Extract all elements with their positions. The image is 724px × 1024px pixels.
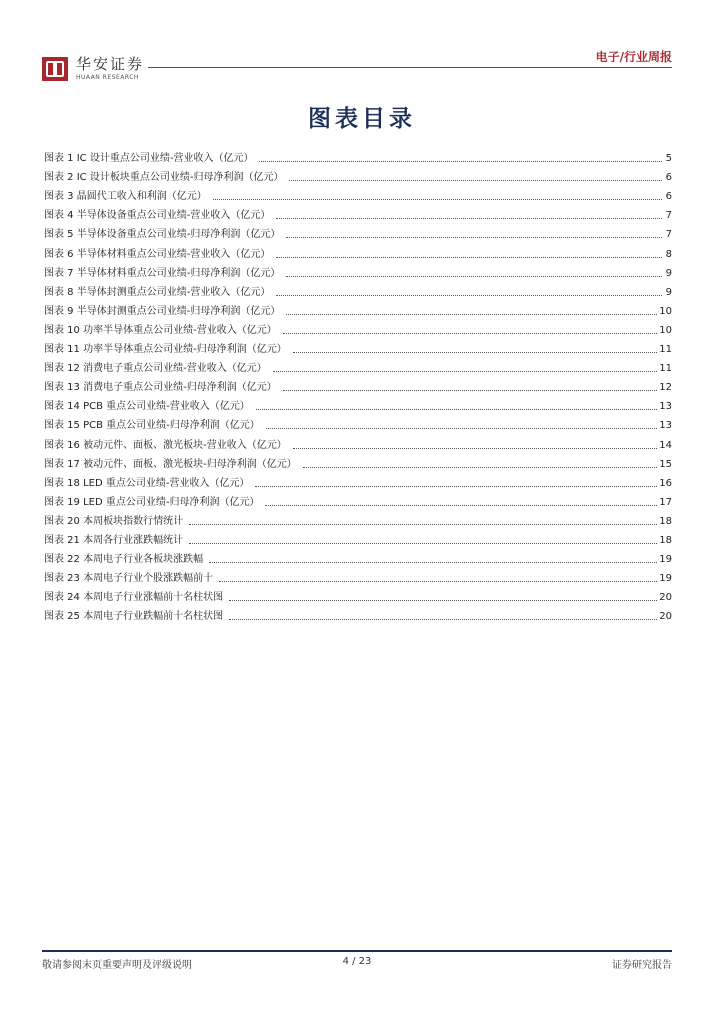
toc-entry[interactable] <box>44 432 672 451</box>
toc-entry[interactable] <box>44 203 672 222</box>
logo-seal-icon <box>42 57 68 81</box>
toc-entry[interactable] <box>44 413 672 432</box>
toc-dot-leader <box>276 295 662 296</box>
toc-dot-leader <box>303 467 658 468</box>
toc-entry-label: 图表 6 半导体材料重点公司业绩-营业收入（亿元） <box>44 248 271 260</box>
toc-entry-label: 图表 18 LED 重点公司业绩-营业收入（亿元） <box>44 477 250 489</box>
table-of-figures <box>44 146 672 623</box>
toc-dot-leader <box>293 352 658 353</box>
toc-entry-page: 19 <box>659 573 672 585</box>
toc-entry-page: 6 <box>665 172 672 184</box>
toc-entry-page: 19 <box>659 554 672 566</box>
toc-entry-page: 13 <box>659 401 672 413</box>
toc-entry-label: 图表 21 本周各行业涨跌幅统计 <box>44 534 184 546</box>
company-logo <box>42 56 144 81</box>
toc-dot-leader <box>189 524 657 525</box>
logo-chinese-name: 华安证券 <box>76 55 145 73</box>
toc-dot-leader <box>259 161 662 162</box>
toc-entry[interactable] <box>44 356 672 375</box>
toc-entry[interactable] <box>44 547 672 566</box>
toc-entry-label: 图表 5 半导体设备重点公司业绩-归母净利润（亿元） <box>44 229 281 241</box>
toc-entry[interactable] <box>44 299 672 318</box>
toc-entry-page: 16 <box>659 477 672 489</box>
toc-entry-page: 13 <box>659 420 672 432</box>
toc-entry-page: 11 <box>659 363 672 375</box>
toc-entry[interactable] <box>44 184 672 203</box>
toc-dot-leader <box>283 390 658 391</box>
toc-entry-label: 图表 4 半导体设备重点公司业绩-营业收入（亿元） <box>44 210 271 222</box>
toc-entry-label: 图表 22 本周电子行业各板块涨跌幅 <box>44 554 204 566</box>
toc-entry-label: 图表 13 消费电子重点公司业绩-归母净利润（亿元） <box>44 382 277 394</box>
page-header <box>0 0 724 90</box>
toc-entry[interactable] <box>44 222 672 241</box>
footer-report-type: 证券研究报告 <box>612 960 672 971</box>
toc-entry[interactable] <box>44 490 672 509</box>
toc-dot-leader <box>276 218 662 219</box>
toc-entry-label: 图表 15 PCB 重点公司业绩-归母净利润（亿元） <box>44 420 260 432</box>
toc-dot-leader <box>276 257 662 258</box>
toc-entry-page: 10 <box>659 305 672 317</box>
toc-entry-label: 图表 24 本周电子行业涨幅前十名柱状图 <box>44 592 224 604</box>
toc-entry-page: 20 <box>659 592 672 604</box>
toc-entry-page: 15 <box>659 458 672 470</box>
footer-divider <box>42 950 672 952</box>
toc-dot-leader <box>286 276 662 277</box>
toc-entry-page: 14 <box>659 439 672 451</box>
toc-dot-leader <box>286 314 657 315</box>
toc-entry-label: 图表 20 本周板块指数行情统计 <box>44 515 184 527</box>
toc-entry-label: 图表 25 本周电子行业跌幅前十名柱状图 <box>44 611 224 623</box>
toc-entry-page: 7 <box>665 210 672 222</box>
toc-entry[interactable] <box>44 375 672 394</box>
toc-entry-page: 18 <box>659 534 672 546</box>
toc-dot-leader <box>289 180 662 181</box>
page-footer <box>42 956 672 970</box>
toc-entry[interactable] <box>44 585 672 604</box>
toc-dot-leader <box>213 199 662 200</box>
toc-entry[interactable] <box>44 394 672 413</box>
toc-entry-label: 图表 17 被动元件、面板、激光板块-归母净利润（亿元） <box>44 458 297 470</box>
toc-dot-leader <box>189 543 657 544</box>
toc-dot-leader <box>229 619 657 620</box>
toc-entry[interactable] <box>44 165 672 184</box>
toc-entry-page: 9 <box>665 286 672 298</box>
toc-entry[interactable] <box>44 566 672 585</box>
logo-english-name: HUAAN RESEARCH <box>76 74 139 81</box>
toc-entry-page: 20 <box>659 611 672 623</box>
toc-entry-page: 11 <box>659 344 672 356</box>
toc-entry[interactable] <box>44 452 672 471</box>
toc-dot-leader <box>286 237 662 238</box>
toc-entry[interactable] <box>44 261 672 280</box>
toc-entry[interactable] <box>44 471 672 490</box>
toc-entry-page: 9 <box>665 267 672 279</box>
toc-entry-label: 图表 11 功率半导体重点公司业绩-归母净利润（亿元） <box>44 344 287 356</box>
toc-entry-page: 5 <box>665 153 672 165</box>
header-divider <box>148 67 672 68</box>
toc-entry-page: 6 <box>665 191 672 203</box>
footer-page-number: 4 / 23 <box>342 956 372 967</box>
toc-dot-leader <box>266 428 658 429</box>
footer-disclaimer: 敬请参阅末页重要声明及评级说明 <box>42 960 192 971</box>
toc-entry-page: 12 <box>659 382 672 394</box>
toc-entry-label: 图表 8 半导体封测重点公司业绩-营业收入（亿元） <box>44 286 271 298</box>
toc-entry-label: 图表 14 PCB 重点公司业绩-营业收入（亿元） <box>44 401 250 413</box>
toc-entry-page: 8 <box>665 248 672 260</box>
toc-entry-page: 17 <box>659 496 672 508</box>
toc-entry-page: 7 <box>665 229 672 241</box>
toc-entry[interactable] <box>44 528 672 547</box>
toc-entry-label: 图表 12 消费电子重点公司业绩-营业收入（亿元） <box>44 363 267 375</box>
toc-entry[interactable] <box>44 604 672 623</box>
toc-dot-leader <box>229 600 657 601</box>
toc-entry-label: 图表 7 半导体材料重点公司业绩-归母净利润（亿元） <box>44 267 281 279</box>
toc-entry[interactable] <box>44 146 672 165</box>
toc-entry-page: 10 <box>659 324 672 336</box>
toc-entry[interactable] <box>44 280 672 299</box>
toc-entry[interactable] <box>44 337 672 356</box>
toc-dot-leader <box>209 562 657 563</box>
toc-dot-leader <box>256 409 658 410</box>
toc-entry-label: 图表 16 被动元件、面板、激光板块-营业收入（亿元） <box>44 439 287 451</box>
toc-entry[interactable] <box>44 509 672 528</box>
toc-dot-leader <box>293 448 658 449</box>
toc-dot-leader <box>283 333 658 334</box>
toc-entry-page: 18 <box>659 515 672 527</box>
toc-entry-label: 图表 3 晶圆代工收入和利润（亿元） <box>44 191 207 203</box>
page-title: 图表目录 <box>308 106 416 132</box>
report-category: 电子/行业周报 <box>595 50 672 64</box>
toc-entry-label: 图表 1 IC 设计重点公司业绩-营业收入（亿元） <box>44 153 254 165</box>
toc-entry-label: 图表 2 IC 设计板块重点公司业绩-归母净利润（亿元） <box>44 172 284 184</box>
toc-dot-leader <box>273 371 658 372</box>
toc-entry-label: 图表 10 功率半导体重点公司业绩-营业收入（亿元） <box>44 324 277 336</box>
toc-entry[interactable] <box>44 318 672 337</box>
toc-dot-leader <box>219 581 657 582</box>
toc-entry[interactable] <box>44 241 672 260</box>
toc-dot-leader <box>265 505 657 506</box>
toc-entry-label: 图表 9 半导体封测重点公司业绩-归母净利润（亿元） <box>44 305 281 317</box>
toc-dot-leader <box>255 486 657 487</box>
toc-entry-label: 图表 23 本周电子行业个股涨跌幅前十 <box>44 573 214 585</box>
toc-entry-label: 图表 19 LED 重点公司业绩-归母净利润（亿元） <box>44 496 260 508</box>
